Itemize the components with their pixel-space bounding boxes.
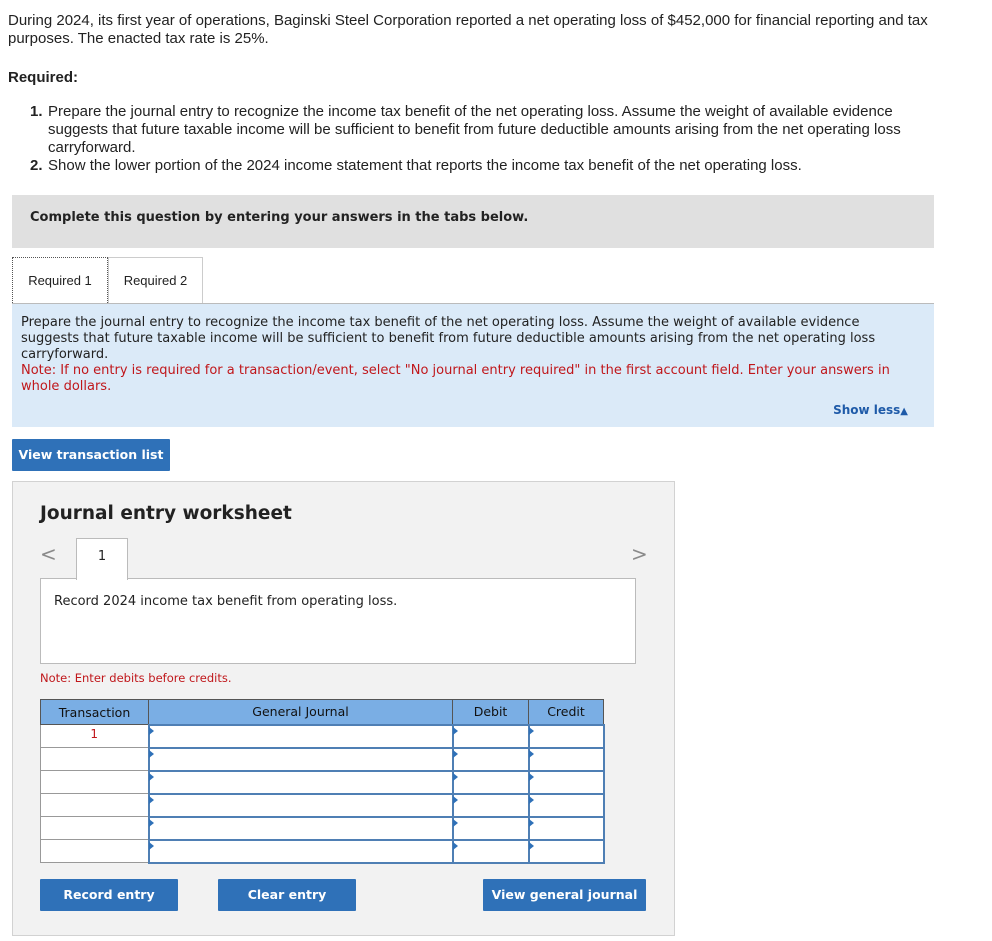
requirements-list xyxy=(30,103,950,175)
transaction-cell: 1 xyxy=(41,725,149,748)
transaction-cell xyxy=(41,794,149,817)
debit-field[interactable] xyxy=(453,794,529,817)
input-marker-icon xyxy=(529,773,534,781)
input-marker-icon xyxy=(453,727,458,735)
requirement-number: 1. xyxy=(30,103,43,120)
chevron-right-icon[interactable]: > xyxy=(631,542,648,566)
view-general-journal-button[interactable]: View general journal xyxy=(483,879,646,911)
show-less-label: Show less xyxy=(833,403,901,417)
input-marker-icon xyxy=(529,842,534,850)
instructions-banner xyxy=(12,195,934,248)
entry-description-box xyxy=(40,578,636,664)
chevron-left-icon[interactable]: < xyxy=(40,542,57,566)
table-row xyxy=(41,794,604,817)
entry-tab-1[interactable]: 1 xyxy=(76,538,128,580)
instructions-text: Prepare the journal entry to recognize the income tax benefit of the net operating loss. Assume the weight of available evidence suggests that future taxable income will be sufficient to benefit from future deductible amounts arising from the net operating loss carryforward. xyxy=(21,315,876,362)
input-marker-icon xyxy=(529,819,534,827)
tab-required-1[interactable]: Required 1 xyxy=(12,257,108,303)
triangle-up-icon: ▲ xyxy=(900,406,908,417)
header-credit: Credit xyxy=(529,700,604,725)
account-field[interactable] xyxy=(149,771,453,794)
input-marker-icon xyxy=(529,796,534,804)
table-row xyxy=(41,817,604,840)
account-field[interactable] xyxy=(149,817,453,840)
input-marker-icon xyxy=(453,842,458,850)
record-entry-button[interactable]: Record entry xyxy=(40,879,178,911)
header-transaction: Transaction xyxy=(41,700,149,725)
debits-note: Note: Enter debits before credits. xyxy=(40,671,232,685)
dropdown-marker-icon xyxy=(149,819,154,827)
input-marker-icon xyxy=(529,750,534,758)
journal-table xyxy=(40,699,605,864)
view-transaction-list-button[interactable]: View transaction list xyxy=(12,439,170,471)
entry-description: Record 2024 income tax benefit from operating loss. xyxy=(54,594,398,609)
input-marker-icon xyxy=(529,727,534,735)
requirement-text: Show the lower portion of the 2024 income statement that reports the income tax benefit of the net operating loss. xyxy=(48,157,802,174)
input-marker-icon xyxy=(453,819,458,827)
input-marker-icon xyxy=(453,750,458,758)
banner-text: Complete this question by entering your answers in the tabs below. xyxy=(30,210,529,225)
transaction-cell xyxy=(41,748,149,771)
transaction-cell xyxy=(41,817,149,840)
transaction-cell xyxy=(41,840,149,863)
table-header-row xyxy=(41,700,604,725)
credit-field[interactable] xyxy=(529,817,604,840)
clear-entry-button[interactable]: Clear entry xyxy=(218,879,356,911)
requirement-item xyxy=(30,103,950,157)
show-less-link[interactable] xyxy=(833,403,908,417)
credit-field[interactable] xyxy=(529,771,604,794)
required-heading: Required: xyxy=(8,69,79,86)
table-row xyxy=(41,748,604,771)
debit-field[interactable] xyxy=(453,840,529,863)
dropdown-marker-icon xyxy=(149,842,154,850)
debit-field[interactable] xyxy=(453,725,529,748)
input-marker-icon xyxy=(453,796,458,804)
account-field[interactable] xyxy=(149,840,453,863)
debit-field[interactable] xyxy=(453,817,529,840)
header-debit: Debit xyxy=(453,700,529,725)
table-row xyxy=(41,771,604,794)
dropdown-marker-icon xyxy=(149,796,154,804)
account-field[interactable] xyxy=(149,725,453,748)
debit-field[interactable] xyxy=(453,771,529,794)
journal-entry-worksheet xyxy=(12,481,675,936)
problem-intro: During 2024, its first year of operations, Baginski Steel Corporation reported a net operating loss of $452,000 for financial reporting and tax purposes. The enacted tax rate is 25%. xyxy=(8,12,928,47)
requirement-tabs xyxy=(12,257,203,303)
requirement-text: Prepare the journal entry to recognize the income tax benefit of the net operating loss. Assume the weight of available evidence suggests that future taxable income will be sufficient to benefit from future deductible amounts arising from the net operating loss carryforward. xyxy=(48,103,901,156)
credit-field[interactable] xyxy=(529,794,604,817)
input-marker-icon xyxy=(453,773,458,781)
header-general-journal: General Journal xyxy=(149,700,453,725)
table-row xyxy=(41,725,604,748)
worksheet-title: Journal entry worksheet xyxy=(40,503,292,524)
credit-field[interactable] xyxy=(529,748,604,771)
dropdown-marker-icon xyxy=(149,773,154,781)
requirement-number: 2. xyxy=(30,157,43,174)
tab-required-2[interactable]: Required 2 xyxy=(108,257,203,303)
requirement-item xyxy=(30,157,950,175)
instructions-note: Note: If no entry is required for a transaction/event, select "No journal entry required" in the first account field. Enter your answers in whole dollars. xyxy=(21,363,890,394)
transaction-cell xyxy=(41,771,149,794)
dropdown-marker-icon xyxy=(149,727,154,735)
dropdown-marker-icon xyxy=(149,750,154,758)
credit-field[interactable] xyxy=(529,840,604,863)
credit-field[interactable] xyxy=(529,725,604,748)
account-field[interactable] xyxy=(149,748,453,771)
table-row xyxy=(41,840,604,863)
account-field[interactable] xyxy=(149,794,453,817)
debit-field[interactable] xyxy=(453,748,529,771)
instructions-panel xyxy=(12,304,934,427)
